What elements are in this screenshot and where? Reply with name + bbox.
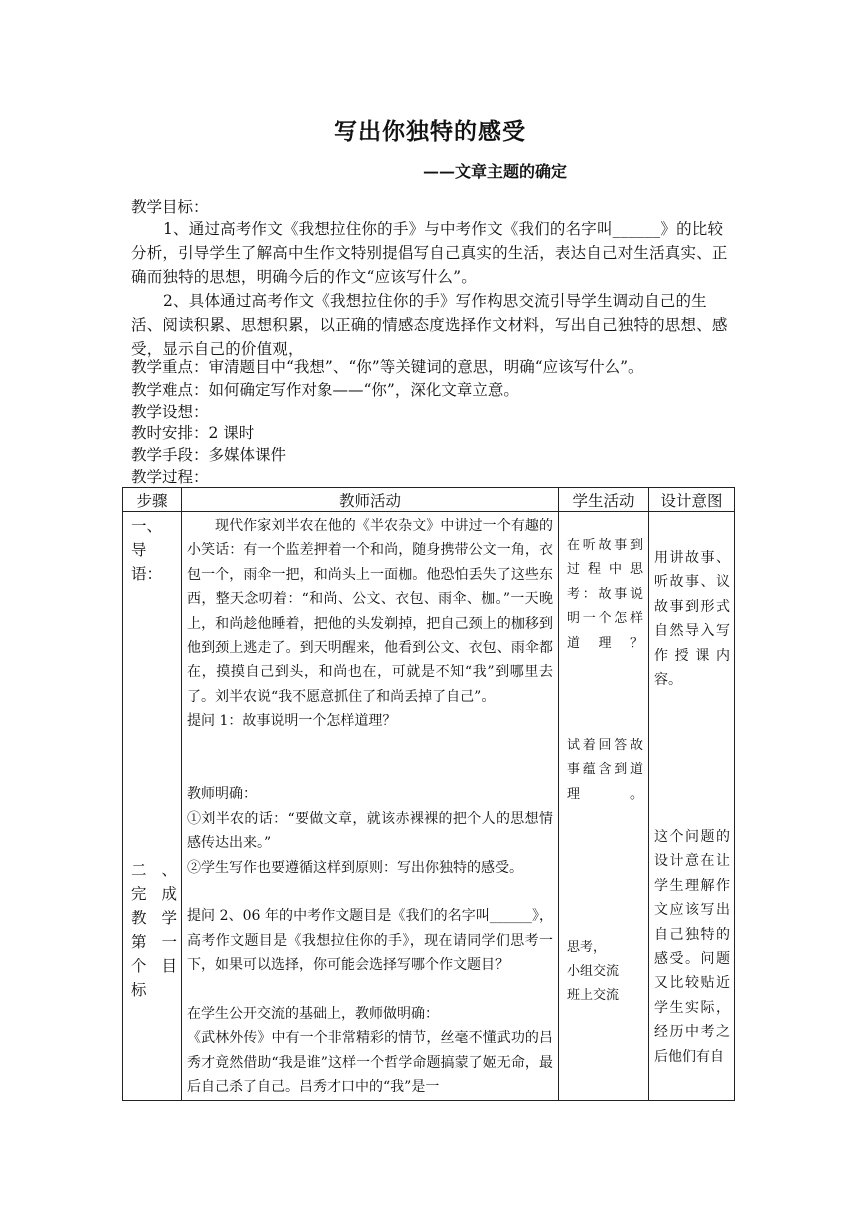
- question-2: 提问 2、06 年的中考作文题目是《我们的名字叫______》，高考作文题目是《我想拉住你的手》，现在请同学们思考一下，如果可以选择，你可能会选择写哪个作文题目？: [187, 908, 553, 974]
- clarify-2: ②学生写作也要遵循这样到原则：写出你独特的感受。: [187, 859, 523, 876]
- objective-2: 2、具体通过高考作文《我想拉住你的手》写作构思交流引导学生调动自己的生活、阅读积累、思想积累，以正确的情感态度选择作文材料，写出自己独特的思想、感受，显示自己的价值观，: [131, 292, 728, 358]
- student-activity-2: 试着回答故事蕴含到道理。: [567, 738, 643, 802]
- step-goal-one: 二、完成教学第一个目标: [131, 861, 177, 999]
- objectives-label: 教学目标：: [131, 198, 209, 216]
- design-intent-cell: [649, 512, 735, 1101]
- design-intent-2: 这个问题的设计意在让学生理解作文应该写出自己独特的感受。问题又比较贴近学生实际，经历中考之后他们有自: [654, 829, 730, 1065]
- wulin-text: 《武林外传》中有一个非常精彩的情节，丝毫不懂武功的吕秀才竟然借助“我是谁”这样一个哲学命题搞蒙了姬无命，最后自己杀了自己。吕秀才口中的“我”是一: [187, 1030, 553, 1096]
- student-activity-3c: 班上交流: [567, 988, 620, 1003]
- objective-1: 1、通过高考作文《我想拉住你的手》与中考作文《我们的名字叫______》的比较分析，引导学生了解高中生作文特别提倡写自己真实的生活，表达自己对生活真实、正确而独特的思想，明确今后的作文“应该写什么”。: [131, 220, 728, 286]
- header-design-intent: 设计意图: [649, 488, 735, 512]
- story-text: 现代作家刘半农在他的《半农杂文》中讲过一个有趣的小笑话：有一个监差押着一个和尚，随身携带公文一角，衣包一个，雨伞一把，和尚头上一面枷。他恐怕丢失了这些东西，整天念叨着：“和尚、公文、衣包、雨伞、枷。”一天晚上，和尚趁他睡着，把他的头发剃掉，把自己颈上的枷移到他到颈上逃走了。到天明醒来，他看到公文、衣包、雨伞都在，摸摸自己到头，和尚也在，可就是不知“我”到哪里去了。刘半农说“我不愿意抓住了和尚丢掉了自己”。: [187, 518, 553, 705]
- process-table: [122, 487, 735, 1101]
- table-row: [123, 512, 735, 1101]
- student-activity-3b: 小组交流: [567, 964, 620, 979]
- header-teacher-activity: 教师活动: [182, 488, 559, 512]
- difficulty: 教学难点：如何确定写作对象——“你”，深化文章立意。: [131, 381, 519, 399]
- clarify-label: 教师明确：: [187, 786, 257, 803]
- clarify-1: ①刘半农的话：“要做文章，就该赤裸裸的把个人的思想情感传达出来。”: [187, 810, 553, 852]
- exchange-text: 在学生公开交流的基础上，教师做明确：: [187, 1006, 439, 1023]
- question-1: 提问 1：故事说明一个怎样道理？: [187, 713, 397, 730]
- design-intent-1: 用讲故事、听故事、议故事到形式自然导入写作授课内容。: [654, 550, 730, 689]
- header-student-activity: 学生活动: [559, 488, 649, 512]
- student-activity-cell: [559, 512, 649, 1101]
- step-intro: 一、导语：: [131, 517, 163, 583]
- document-title: 写出你独特的感受: [334, 118, 526, 145]
- student-activity-3a: 思考，: [567, 940, 607, 955]
- step-cell: [123, 512, 182, 1101]
- student-activity-1: 在听故事到过程中思考：故事说明一个怎样道理？: [567, 538, 643, 651]
- teacher-activity-cell: [182, 512, 559, 1101]
- key-point: 教学重点：审清题目中“我想”、“你”等关键词的意思，明确“应该写什么”。: [131, 358, 644, 376]
- table-header-row: [123, 488, 735, 512]
- teaching-means: 教学手段：多媒体课件: [131, 446, 287, 464]
- process-label: 教学过程：: [131, 468, 209, 486]
- document-subtitle: ——文章主题的确定: [422, 162, 567, 181]
- schedule: 教时安排：2 课时: [131, 424, 255, 442]
- header-step: 步骤: [123, 488, 182, 512]
- design-label: 教学设想：: [131, 403, 209, 421]
